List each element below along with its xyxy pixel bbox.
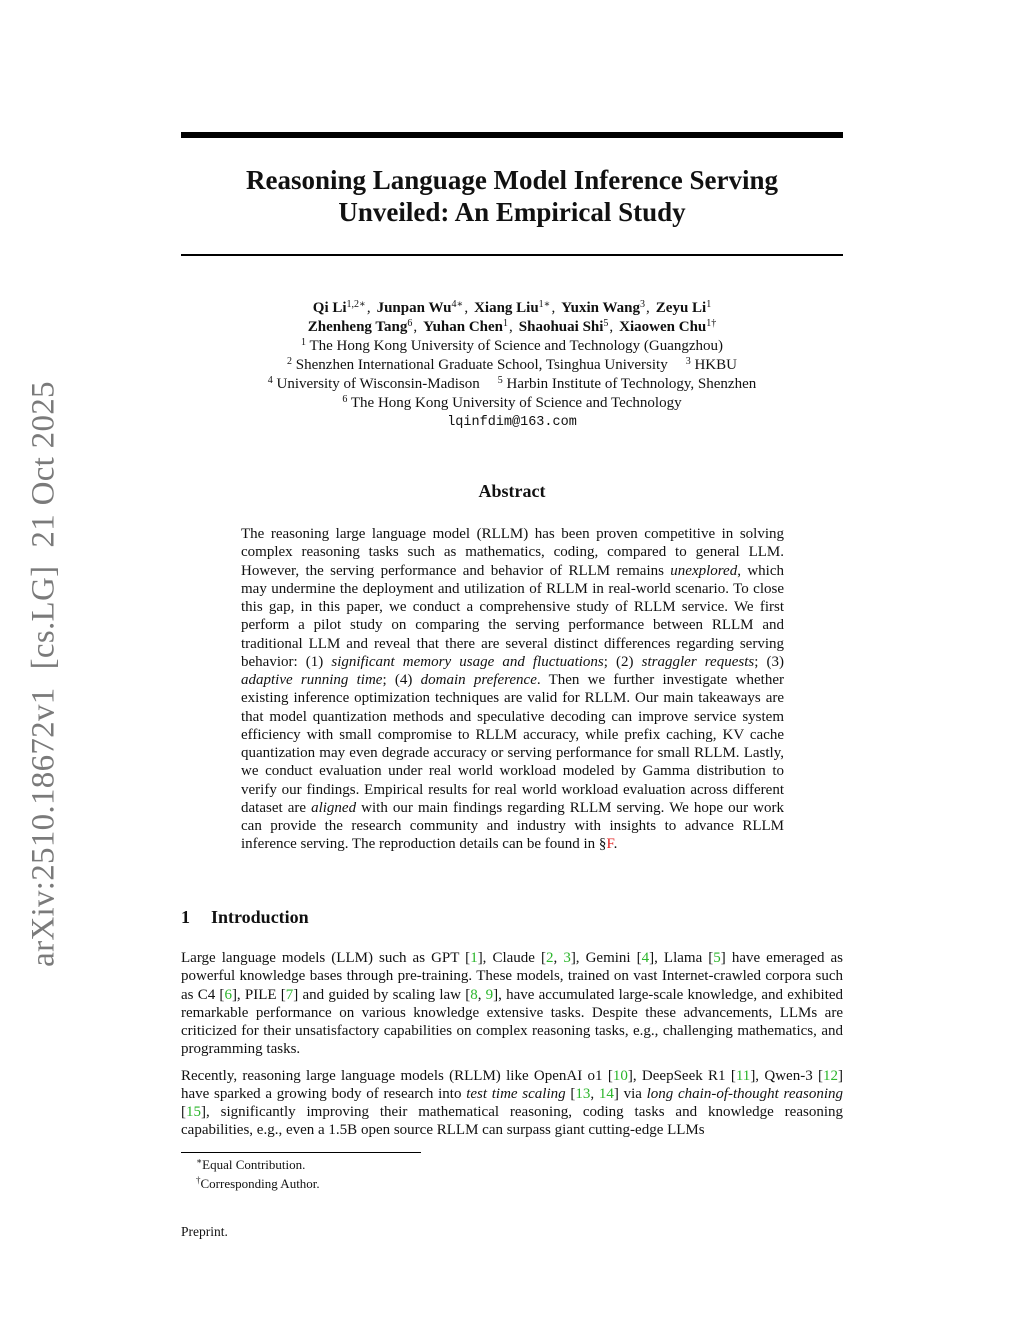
appendix-reference-link[interactable]: F — [606, 836, 614, 853]
citation-link[interactable]: 13 — [575, 1085, 591, 1102]
affiliation-6: $^6$ The Hong Kong University of Science and Technology — [342, 394, 682, 411]
citation-link[interactable]: 11 — [735, 1067, 751, 1084]
intro-paragraph-1: Large language models (LLM) such as GPT [1], Claude [2, 3], Gemini [4], Llama [5] have emeraged as powerful knowledge bases through pre-training. These models, trained on vast Internet-crawled corpora such as C4 [6], PILE [7] and guided by scaling law [8, 9], have accumulated large-scale knowledge, and exhibited remarkable performance on various knowledge extensive tasks. Despite these advancements, LLMs are criticized for their unsatisfactory capabilities on complex reasoning tasks, e.g., challenging mathematics, and programming tasks. — [181, 950, 844, 1058]
author-affiliation-mark: 1,2∗ — [346, 299, 366, 310]
footnotes — [196, 1155, 320, 1193]
author-block — [181, 299, 843, 432]
author-affiliation-mark: 3 — [640, 299, 646, 310]
arxiv-date: 21 Oct 2025 — [25, 381, 62, 548]
citation-link[interactable]: 10 — [612, 1067, 628, 1084]
citation-link[interactable]: 2 — [546, 950, 554, 966]
author-affiliation-mark: 4∗ — [451, 299, 464, 310]
citation-link[interactable]: 7 — [285, 986, 294, 1003]
arxiv-category: [cs.LG] — [25, 565, 62, 670]
author-name: Xiang Liu$^{1∗}$ — [474, 299, 551, 316]
paper-title — [181, 164, 843, 228]
affiliation-4-5: $^4$ University of Wisconsin-Madison $^5$ Harbin Institute of Technology, Shenzhen — [267, 375, 757, 392]
author-affiliation-mark: 1† — [706, 318, 717, 329]
section-heading-introduction — [181, 907, 309, 928]
citation-link[interactable]: 5 — [713, 950, 721, 966]
author-name: Shaohuai Shi$^5$ — [518, 318, 609, 335]
citation-link[interactable]: 4 — [641, 950, 650, 966]
title-line-1: Reasoning Language Model Inference Serving — [246, 165, 778, 195]
section-number: 1 — [181, 907, 190, 927]
author-name: Yuxin Wang$^3$ — [561, 299, 646, 316]
contact-email: lqinfdim@163.com — [447, 415, 577, 430]
author-affiliation-mark: 1∗ — [538, 299, 551, 310]
author-affiliation-mark: 5 — [603, 318, 609, 329]
title-line-2: Unveiled: An Empirical Study — [338, 197, 686, 227]
citation-link[interactable]: 12 — [823, 1067, 838, 1084]
affiliation-1: $^1$ The Hong Kong University of Science and Technology (Guangzhou) — [300, 337, 724, 354]
citation-link[interactable]: 3 — [563, 950, 571, 966]
author-name: Xiaowen Chu$^{1\dagger}$ — [619, 318, 717, 335]
author-name: Qi $Li^{1,2∗}$ — [312, 299, 366, 316]
author-name: Zeyu Li$^1$ — [655, 299, 712, 316]
citation-link[interactable]: 1 — [470, 950, 478, 966]
author-line-1: Qi $Li^{1,2∗}$, Junpan $Wu^{4∗}$, Xiang Liu$^{1∗}$, Yuxin Wang$^3$, Zeyu Li$^1$ — [312, 299, 712, 316]
footnote-rule — [181, 1152, 421, 1153]
author-name: Junpan $Wu^{4∗}$ — [376, 299, 464, 316]
author-line-2: Zhenheng Tang$^6$, Yuhan Chen$^1$, Shaohuai Shi$^5$, Xiaowen Chu$^{1\dagger}$ — [307, 318, 717, 335]
footnote-corresponding-author: †Corresponding Author. — [196, 1175, 320, 1191]
author-name: Zhenheng Tang$^6$ — [307, 318, 413, 335]
citation-link[interactable]: 9 — [485, 986, 494, 1003]
footer-preprint: Preprint. — [181, 1224, 228, 1239]
footnote-equal-contribution: ∗Equal Contribution. — [196, 1156, 306, 1172]
title-rule-top — [181, 132, 843, 138]
author-affiliation-mark: 6 — [407, 318, 413, 329]
citation-link[interactable]: 15 — [186, 1104, 201, 1120]
arxiv-id: arXiv:2510.18672v1 — [25, 687, 62, 967]
abstract-body: The reasoning large language model (RLLM) has been proven competitive in solving complex reasoning tasks such as mathematics, coding, compared to general LLM. However, the serving performance and behavior of RLLM remains unexplored, which may undermine the deployment and utilization of RLLM in real-world scenario. To close this gap, in this paper, we conduct a comprehensive study of RLLM service. We first perform a pilot study on comparing the serving performance between RLLM and traditional LLM and reveal that there are several distinct differences regarding serving behavior: (1) significant memory usage and fluctuations; (2) straggler requests; (3) adaptive running time; (4) domain preference. Then we further investigate whether existing inference optimization techniques are valid for RLLM. Our main takeaways are that model quantization methods and speculative decoding can improve service system efficiency with small compromise to RLLM accuracy, while prefix caching, KV cache quantization may even degrade accuracy or serving performance for small RLLM. Lastly, we conduct evaluation under real world workload modeled by Gamma distribution to verify our findings. Empirical results for real world workload evaluation across different dataset are aligned with our main findings regarding RLLM serving. We hope our work can provide the research community and industry with insights to advance RLLM inference serving. The reproduction details can be found in §F. — [241, 526, 784, 853]
author-name: Yuhan Chen$^1$ — [423, 318, 509, 335]
intro-paragraph-2: Recently, reasoning large language models (RLLM) like OpenAI o1 [10], DeepSeek R1 [11], Qwen-3 [12] have sparked a growing body of research into test time scaling [13, 14] via long chain-of-thought reasoning [15], significantly improving their mathematical reasoning, coding tasks and knowledge reasoning capabilities, e.g., even a 1.5B open source RLLM can surpass giant cutting-edge LLMs — [181, 1067, 844, 1139]
affiliation-2-3: $^2$ Shenzhen International Graduate School, Tsinghua University $^3$ HKBU — [287, 356, 737, 373]
section-title: Introduction — [211, 907, 309, 927]
author-affiliation-mark: 1 — [706, 299, 712, 310]
citation-link[interactable]: 14 — [598, 1085, 614, 1102]
abstract-heading: Abstract — [478, 481, 546, 501]
citation-link[interactable]: 6 — [224, 986, 232, 1003]
citation-link[interactable]: 8 — [470, 986, 478, 1003]
introduction-body — [181, 949, 843, 1148]
title-rule-bottom — [181, 254, 843, 256]
arxiv-sidebar-stamp — [26, 363, 63, 967]
author-affiliation-mark: 1 — [503, 318, 509, 329]
